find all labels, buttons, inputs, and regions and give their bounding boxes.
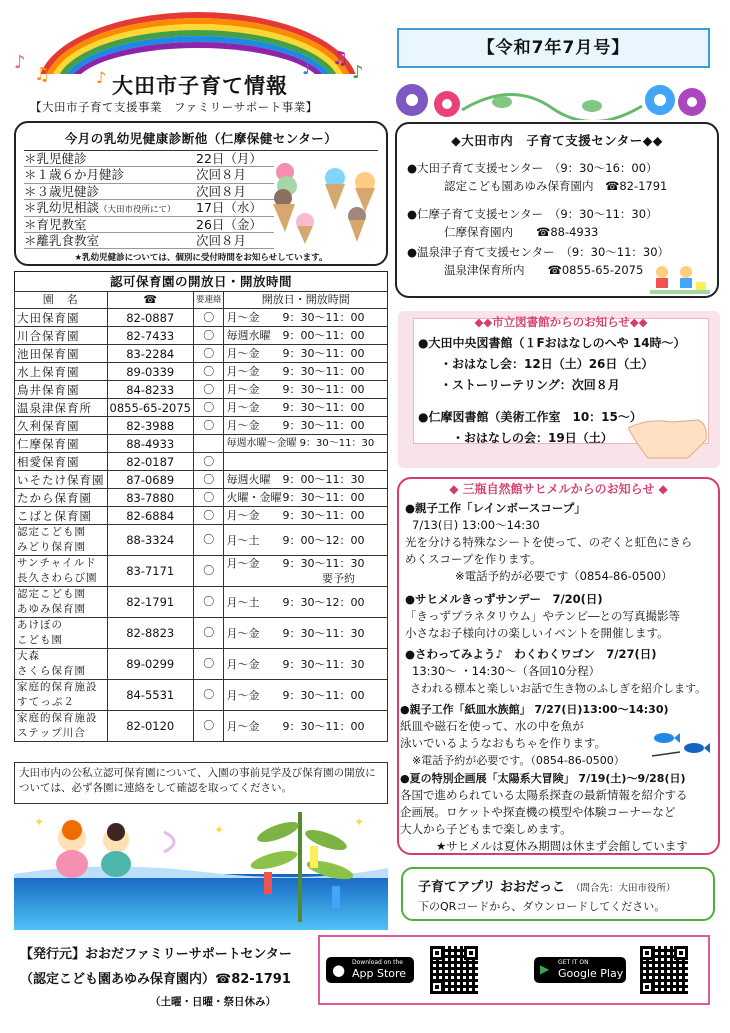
health-row: ＊育児教室 26日（金） [24,217,274,233]
health-box-title: 今月の乳幼児健康診断他（仁摩保健センター） [24,129,378,151]
table-row: 大田保育園 82-0887 〇 月～金 9：30～11：00 [15,309,388,327]
morning-glory-illustration [392,70,712,120]
svg-text:✦: ✦ [34,815,45,829]
rainbow-illustration [18,4,378,74]
page-title: 大田市子育て情報 [112,74,288,98]
nursery-table-title: 認可保育園の開放日・開放時間 [14,271,388,291]
table-row: あけぼの こども園 82-8823 〇 月～金 9：30～11：30 [15,618,388,649]
app-description: 下のQRコードから、ダウンロードしてください。 [418,900,666,913]
table-row: 川合保育園 82-7433 〇 毎週水曜 9：00～11：00 [15,327,388,345]
museum-title: ◆ 三瓶自然館サヒメルからのお知らせ ◆ [449,482,668,496]
table-row: こばと保育園 82-6884 〇 月～金 9：30～11：00 [15,507,388,525]
publisher-address: （認定こども園あゆみ保育園内）☎82-1791 [20,972,291,987]
table-row: たから保育園 83-7880 〇 火曜・金曜9：30～11：00 [15,489,388,507]
tanabata-illustration [14,812,388,930]
pointing-hand-illustration [628,400,710,460]
ice-cream-illustration [265,160,383,245]
app-store-button[interactable]: ● Download on the App Store [326,957,414,983]
table-row: 鳥井保育園 84-8233 〇 月～金 9：30～11：00 [15,381,388,399]
table-row: 久利保育園 82-3988 〇 月～金 9：30～11：00 [15,417,388,435]
fish-toy-illustration [650,726,712,760]
library-title: ◆◆市立図書館からのお知らせ◆◆ [474,315,648,329]
table-row: 仁摩保育園 88-4933 毎週水曜～金曜 9：30～11：30 [15,435,388,453]
health-row: ＊乳児健診 22日（月） [24,151,274,167]
qr-code-android[interactable] [640,946,688,994]
table-row: 家庭的保育施設 ステップ川合 82-0120 〇 月～金 9：30～11：00 [15,711,388,742]
music-note-icon: ♪ [14,52,26,73]
qr-code-ios[interactable] [430,946,478,994]
google-play-icon: ▶ [540,962,550,976]
publisher-hours: （土曜・日曜・祭日休み） [150,996,276,1008]
table-row: 池田保育園 83-2284 〇 月～金 9：30～11：00 [15,345,388,363]
health-row: ＊１歳６か月健診 次回８月 [24,167,274,183]
support-center-title: ◆大田市内 子育て支援センター◆◆ [451,133,663,148]
app-title: 子育てアプリ おおだっこ （問合先：大田市役所） [418,880,676,895]
page-subtitle: 【大田市子育て支援事業 ファミリーサポート事業】 [30,100,318,114]
music-note-icon: ♪ [96,68,107,87]
google-play-button[interactable]: ▶ GET IT ON Google Play [534,957,626,983]
table-row: 温泉津保育所 0855-65-2075 〇 月～金 9：30～11：00 [15,399,388,417]
music-note-icon: ♪ [352,62,364,83]
table-row: 家庭的保育施設 すてっぷ２ 84-5531 〇 月～金 9：30～11：00 [15,680,388,711]
download-panel [318,935,710,1005]
table-row: 大森 さくら保育園 89-0299 〇 月～金 9：30～11：30 [15,649,388,680]
svg-text:✦: ✦ [354,815,365,829]
table-row: 水上保育園 89-0339 〇 月～金 9：30～11：00 [15,363,388,381]
health-row: ＊離乳食教室 次回８月 [24,233,274,249]
music-note-icon: ♪ [302,58,314,79]
music-note-icon: ♫ [34,64,51,85]
nursery-table: 園 名 ☎ 要連絡 開放日・開放時間 大田保育園 82-0887 〇 月～金 9：30～11：00 川合保育園 82-7433 〇 毎週水曜 9：00～11：00 池田保育園 83-2284 〇 月～金 9：30～11：00 水上保育園 89-0339 〇 月～金 9：30～11：00 鳥井保育園 84-8233 〇 月～金 9：30～11：00 温泉津保育所 0855-65-2075 〇 月～金 9：30～11：00 久利保育園 82-3988 〇 月～金 9：30～11：00 仁摩保育園 88-4933 毎週水曜～金曜 9：30～11：30 相愛保育園 82-0187 〇 いそたけ保育園 87-0689 〇 毎週火曜 9：00～11：30 たから保育園 83-7880 〇 火曜・金曜9：30～11：00 こばと保育園 82-6884 〇 月～金 9：30～11：00 認定こども園 みどり保育園 88-3324 〇 月～土 9：00～12：00 サンチャイルド 長久さわらび園 83-7171 〇 月～金 9：30～11：30 要予約 認定こども園 あゆみ保育園 82-1791 〇 月～土 9：30～12：00 あけぼの こども園 82-8823 〇 月～金 9：30～11：30 大森 さくら保育園 89-0299 〇 月～金 9：30～11：30 家庭的保育施設 すてっぷ２ 84-5531 〇 月～金 9：30～11：00 家庭的保育施設 ステップ川合 82-0120 〇 月～金 9：30～11：00 [14,291,388,742]
publisher: 【発行元】おおだファミリーサポートセンター [20,947,292,962]
issue-date: 【令和7年7月号】 [397,28,710,68]
table-row: 相愛保育園 82-0187 〇 [15,453,388,471]
support-center-box: ◆大田市内 子育て支援センター◆◆ ●大田子育て支援センター （9：30～16：00） 認定こども園あゆみ保育園内 ☎82-1791 ●仁摩子育て支援センター （9：30～11：30） 仁摩保育園内 ☎88-4933 ●温泉津子育て支援センター （9：30～11：30） 温泉津保育所内 ☎0855-65-2075 [395,122,719,298]
table-row: いそたけ保育園 87-0689 〇 毎週火曜 9：00～11：30 [15,471,388,489]
table-row: 認定こども園 あゆみ保育園 82-1791 〇 月～土 9：30～12：00 [15,587,388,618]
health-note: ★乳幼児健診については、個別に受付時間をお知らせしています。 [74,253,328,264]
nursery-note: 大田市内の公私立認可保育園について、入園の事前見学及び保育園の開放については、必ず各園に連絡をして確認を取ってください。 [14,762,388,804]
health-row: ＊乳幼児相談（大田市役所にて） 17日（水） [24,200,274,216]
music-note-icon: ♫ [332,48,349,69]
health-row: ＊３歳児健診 次回８月 [24,184,274,200]
svg-text:✦: ✦ [214,823,225,837]
table-row: サンチャイルド 長久さわらび園 83-7171 〇 月～金 9：30～11：30 要予約 [15,556,388,587]
apple-icon: ● [332,961,346,979]
kids-playing-illustration [650,264,710,294]
table-row: 認定こども園 みどり保育園 88-3324 〇 月～土 9：00～12：00 [15,525,388,556]
